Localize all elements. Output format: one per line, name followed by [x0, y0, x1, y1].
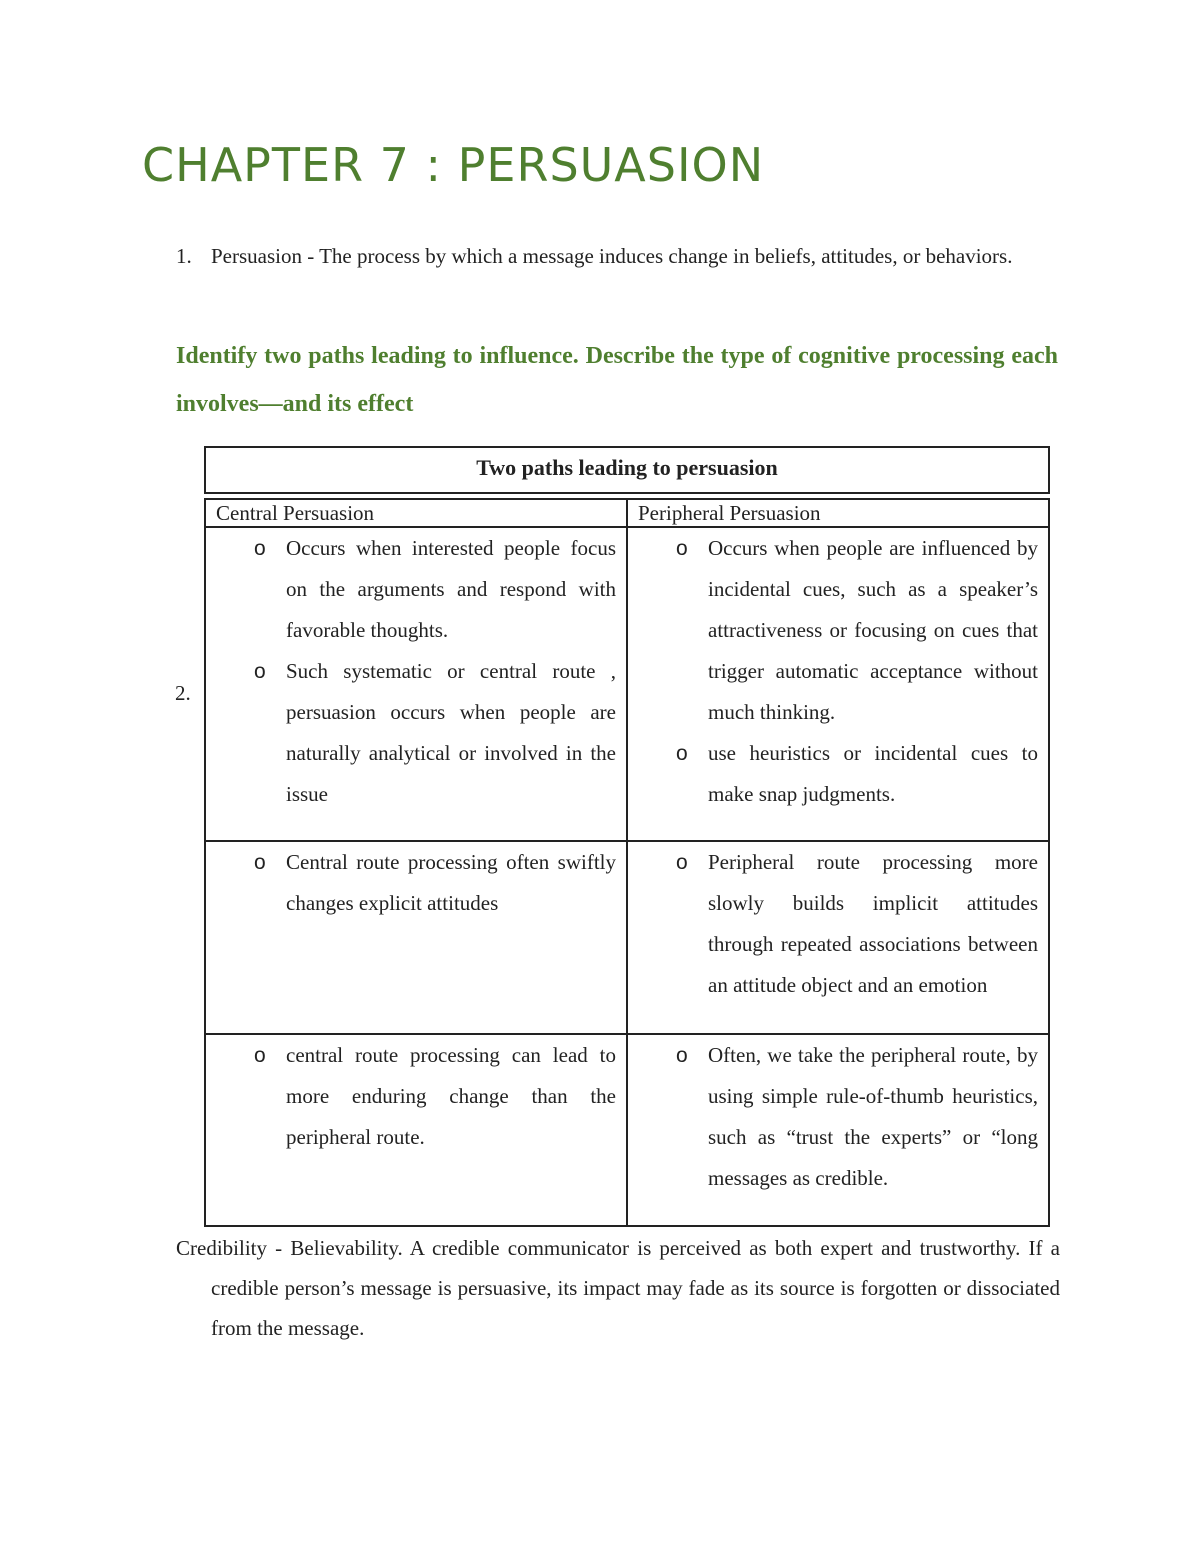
list-item: o central route processing can lead to more enduring change than the peripheral route. [206, 1035, 626, 1158]
table-row [205, 841, 1049, 1034]
list-number: 1. [176, 244, 192, 268]
study-question: Identify two paths leading to influence. Describe the type of cognitive processing each involves—and its effect [176, 343, 1058, 417]
column-header-row [205, 499, 1049, 527]
list-item: o Occurs when interested people focus on the arguments and respond with favorable thoughts. [206, 528, 626, 651]
bullet-icon: o [254, 1044, 266, 1067]
bullet-icon: o [254, 851, 266, 874]
definition-text: Persuasion - The process by which a message induces change in beliefs, attitudes, or behaviors. [211, 244, 1013, 268]
list-item: o Such systematic or central route , persuasion occurs when people are naturally analytical or involved in the issue [206, 651, 626, 815]
definition-item-1 [176, 236, 1060, 277]
peripheral-cell [627, 841, 1049, 1034]
peripheral-cell [627, 1034, 1049, 1226]
bullet-icon: o [254, 660, 266, 683]
bullet-icon: o [676, 1044, 688, 1067]
bullet-icon: o [676, 851, 688, 874]
list-item: o Occurs when people are influenced by incidental cues, such as a speaker’s attractiveness or focusing on cues that trigger automatic acceptance without much thinking. [628, 528, 1048, 733]
persuasion-paths-table [204, 446, 1050, 1227]
column-header-peripheral: Peripheral Persuasion [627, 499, 1049, 527]
central-cell [205, 527, 627, 841]
credibility-definition: Credibility - Believability. A credible communicator is perceived as both expert and trustworthy. If a credible person’s message is persuasive, its impact may fade as its source is forgotten or dissociated from the message. [176, 1236, 1060, 1340]
column-header-central: Central Persuasion [205, 499, 627, 527]
list-number-2: 2. [175, 681, 191, 705]
list-item: o Central route processing often swiftly changes explicit attitudes [206, 842, 626, 924]
table-row [205, 1034, 1049, 1226]
list-item: o Peripheral route processing more slowly builds implicit attitudes through repeated associations between an attitude object and an emotion [628, 842, 1048, 1006]
table-title: Two paths leading to persuasion [204, 446, 1050, 494]
table-row [205, 527, 1049, 841]
central-cell [205, 841, 627, 1034]
peripheral-cell [627, 527, 1049, 841]
paths-grid [204, 498, 1050, 1227]
bullet-icon: o [254, 537, 266, 560]
bullet-icon: o [676, 537, 688, 560]
central-cell [205, 1034, 627, 1226]
chapter-title: CHAPTER 7 : PERSUASION [142, 138, 765, 192]
bullet-icon: o [676, 742, 688, 765]
list-item: o Often, we take the peripheral route, by using simple rule-of-thumb heuristics, such as “trust the experts” or “long messages as credible. [628, 1035, 1048, 1199]
list-item: o use heuristics or incidental cues to make snap judgments. [628, 733, 1048, 815]
